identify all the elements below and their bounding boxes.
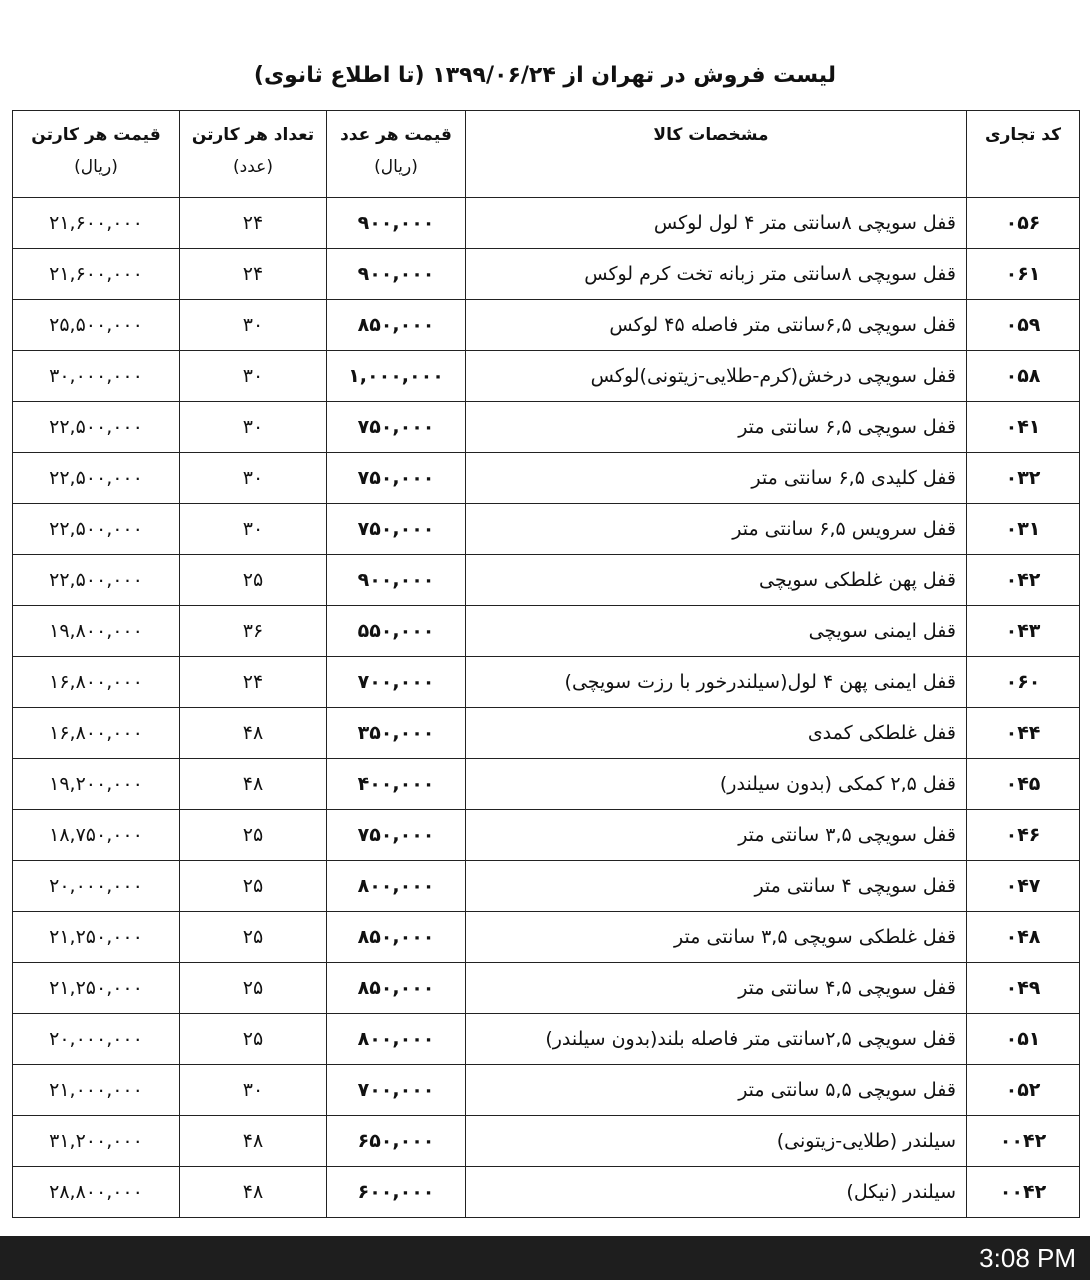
table-row bbox=[13, 351, 1080, 402]
cell-code: ۰۵۱ bbox=[967, 1014, 1080, 1065]
cell-qty: ۴۸ bbox=[180, 1167, 327, 1218]
cell-unit-price: ۷۵۰,۰۰۰ bbox=[327, 504, 466, 555]
cell-code: ۰۴۴ bbox=[967, 708, 1080, 759]
status-bar bbox=[0, 1236, 1090, 1280]
cell-unit-price: ۸۵۰,۰۰۰ bbox=[327, 963, 466, 1014]
table-row bbox=[13, 708, 1080, 759]
cell-unit-price: ۱,۰۰۰,۰۰۰ bbox=[327, 351, 466, 402]
cell-qty: ۲۴ bbox=[180, 198, 327, 249]
cell-description: قفل غلطکی کمدی bbox=[466, 708, 967, 759]
cell-unit-price: ۹۰۰,۰۰۰ bbox=[327, 198, 466, 249]
header-unit-price: قیمت هر عدد (ریال) bbox=[327, 111, 466, 198]
cell-qty: ۲۴ bbox=[180, 249, 327, 300]
cell-qty: ۲۵ bbox=[180, 861, 327, 912]
cell-qty: ۳۰ bbox=[180, 402, 327, 453]
cell-code: ۰۰۴۲ bbox=[967, 1116, 1080, 1167]
cell-description: قفل کلیدی ۶,۵ سانتی متر bbox=[466, 453, 967, 504]
price-table bbox=[12, 110, 1080, 1218]
cell-qty: ۳۶ bbox=[180, 606, 327, 657]
cell-code: ۰۴۷ bbox=[967, 861, 1080, 912]
table-row bbox=[13, 657, 1080, 708]
cell-code: ۰۴۸ bbox=[967, 912, 1080, 963]
cell-code: ۰۳۱ bbox=[967, 504, 1080, 555]
cell-description: قفل سویچی ۶,۵سانتی متر فاصله ۴۵ لوکس bbox=[466, 300, 967, 351]
cell-qty: ۴۸ bbox=[180, 708, 327, 759]
cell-unit-price: ۹۰۰,۰۰۰ bbox=[327, 249, 466, 300]
cell-description: سیلندر (طلایی-زیتونی) bbox=[466, 1116, 967, 1167]
table-row bbox=[13, 453, 1080, 504]
cell-description: قفل ۲,۵ کمکی (بدون سیلندر) bbox=[466, 759, 967, 810]
cell-description: قفل ایمنی پهن ۴ لول(سیلندرخور با رزت سویچی) bbox=[466, 657, 967, 708]
cell-qty: ۴۸ bbox=[180, 1116, 327, 1167]
table-row bbox=[13, 300, 1080, 351]
cell-qty: ۲۵ bbox=[180, 810, 327, 861]
cell-code: ۰۶۰ bbox=[967, 657, 1080, 708]
table-row bbox=[13, 861, 1080, 912]
cell-carton-price: ۲۵,۵۰۰,۰۰۰ bbox=[13, 300, 180, 351]
cell-carton-price: ۱۹,۸۰۰,۰۰۰ bbox=[13, 606, 180, 657]
cell-unit-price: ۸۰۰,۰۰۰ bbox=[327, 1014, 466, 1065]
table-row bbox=[13, 810, 1080, 861]
cell-carton-price: ۱۸,۷۵۰,۰۰۰ bbox=[13, 810, 180, 861]
header-carton-price: قیمت هر کارتن (ریال) bbox=[13, 111, 180, 198]
cell-qty: ۳۰ bbox=[180, 453, 327, 504]
cell-unit-price: ۶۰۰,۰۰۰ bbox=[327, 1167, 466, 1218]
cell-qty: ۳۰ bbox=[180, 1065, 327, 1116]
cell-code: ۰۴۳ bbox=[967, 606, 1080, 657]
cell-description: قفل سویچی ۲,۵سانتی متر فاصله بلند(بدون سیلندر) bbox=[466, 1014, 967, 1065]
cell-qty: ۲۵ bbox=[180, 912, 327, 963]
cell-qty: ۲۵ bbox=[180, 1014, 327, 1065]
cell-carton-price: ۲۱,۶۰۰,۰۰۰ bbox=[13, 249, 180, 300]
table-row bbox=[13, 1116, 1080, 1167]
cell-unit-price: ۷۰۰,۰۰۰ bbox=[327, 657, 466, 708]
cell-unit-price: ۵۵۰,۰۰۰ bbox=[327, 606, 466, 657]
table-row bbox=[13, 555, 1080, 606]
status-time: 3:08 PM bbox=[979, 1243, 1076, 1273]
table-row bbox=[13, 759, 1080, 810]
table-row bbox=[13, 1065, 1080, 1116]
cell-unit-price: ۷۵۰,۰۰۰ bbox=[327, 402, 466, 453]
table-row bbox=[13, 402, 1080, 453]
cell-carton-price: ۲۲,۵۰۰,۰۰۰ bbox=[13, 555, 180, 606]
cell-unit-price: ۷۵۰,۰۰۰ bbox=[327, 453, 466, 504]
cell-carton-price: ۱۶,۸۰۰,۰۰۰ bbox=[13, 708, 180, 759]
cell-code: ۰۴۲ bbox=[967, 555, 1080, 606]
header-code: کد تجاری bbox=[967, 111, 1080, 198]
table-header-row bbox=[13, 111, 1080, 198]
cell-carton-price: ۲۲,۵۰۰,۰۰۰ bbox=[13, 504, 180, 555]
table-row bbox=[13, 606, 1080, 657]
cell-description: قفل سویچی درخش(کرم-طلایی-زیتونی)لوکس bbox=[466, 351, 967, 402]
cell-code: ۰۰۴۲ bbox=[967, 1167, 1080, 1218]
cell-qty: ۳۰ bbox=[180, 300, 327, 351]
cell-code: ۰۶۱ bbox=[967, 249, 1080, 300]
cell-description: قفل سویچی ۴,۵ سانتی متر bbox=[466, 963, 967, 1014]
cell-description: قفل سویچی ۳,۵ سانتی متر bbox=[466, 810, 967, 861]
cell-description: قفل سرویس ۶,۵ سانتی متر bbox=[466, 504, 967, 555]
cell-code: ۰۵۲ bbox=[967, 1065, 1080, 1116]
cell-description: قفل غلطکی سویچی ۳,۵ سانتی متر bbox=[466, 912, 967, 963]
cell-unit-price: ۸۵۰,۰۰۰ bbox=[327, 300, 466, 351]
cell-unit-price: ۴۰۰,۰۰۰ bbox=[327, 759, 466, 810]
cell-unit-price: ۳۵۰,۰۰۰ bbox=[327, 708, 466, 759]
cell-unit-price: ۹۰۰,۰۰۰ bbox=[327, 555, 466, 606]
cell-description: قفل سویچی ۸سانتی متر زبانه تخت کرم لوکس bbox=[466, 249, 967, 300]
cell-carton-price: ۲۰,۰۰۰,۰۰۰ bbox=[13, 861, 180, 912]
cell-unit-price: ۸۰۰,۰۰۰ bbox=[327, 861, 466, 912]
cell-code: ۰۵۶ bbox=[967, 198, 1080, 249]
cell-code: ۰۴۱ bbox=[967, 402, 1080, 453]
cell-carton-price: ۲۰,۰۰۰,۰۰۰ bbox=[13, 1014, 180, 1065]
cell-carton-price: ۱۶,۸۰۰,۰۰۰ bbox=[13, 657, 180, 708]
cell-code: ۰۵۸ bbox=[967, 351, 1080, 402]
cell-code: ۰۵۹ bbox=[967, 300, 1080, 351]
cell-description: سیلندر (نیکل) bbox=[466, 1167, 967, 1218]
cell-description: قفل سویچی ۴ سانتی متر bbox=[466, 861, 967, 912]
cell-unit-price: ۷۵۰,۰۰۰ bbox=[327, 810, 466, 861]
cell-carton-price: ۲۱,۶۰۰,۰۰۰ bbox=[13, 198, 180, 249]
cell-description: قفل سویچی ۸سانتی متر ۴ لول لوکس bbox=[466, 198, 967, 249]
header-description: مشخصات کالا bbox=[466, 111, 967, 198]
table-row bbox=[13, 963, 1080, 1014]
cell-qty: ۲۵ bbox=[180, 555, 327, 606]
cell-code: ۰۴۵ bbox=[967, 759, 1080, 810]
cell-code: ۰۴۶ bbox=[967, 810, 1080, 861]
cell-qty: ۲۵ bbox=[180, 963, 327, 1014]
cell-carton-price: ۲۱,۰۰۰,۰۰۰ bbox=[13, 1065, 180, 1116]
cell-code: ۰۴۹ bbox=[967, 963, 1080, 1014]
cell-carton-price: ۲۲,۵۰۰,۰۰۰ bbox=[13, 453, 180, 504]
cell-unit-price: ۶۵۰,۰۰۰ bbox=[327, 1116, 466, 1167]
cell-qty: ۲۴ bbox=[180, 657, 327, 708]
cell-qty: ۴۸ bbox=[180, 759, 327, 810]
table-row bbox=[13, 1167, 1080, 1218]
cell-unit-price: ۸۵۰,۰۰۰ bbox=[327, 912, 466, 963]
cell-qty: ۳۰ bbox=[180, 504, 327, 555]
cell-qty: ۳۰ bbox=[180, 351, 327, 402]
cell-carton-price: ۲۱,۲۵۰,۰۰۰ bbox=[13, 963, 180, 1014]
table-row bbox=[13, 249, 1080, 300]
cell-carton-price: ۲۲,۵۰۰,۰۰۰ bbox=[13, 402, 180, 453]
header-qty-per-carton: تعداد هر کارتن (عدد) bbox=[180, 111, 327, 198]
table-row bbox=[13, 198, 1080, 249]
table-row bbox=[13, 912, 1080, 963]
cell-carton-price: ۲۱,۲۵۰,۰۰۰ bbox=[13, 912, 180, 963]
cell-description: قفل سویچی ۵,۵ سانتی متر bbox=[466, 1065, 967, 1116]
cell-description: قفل سویچی ۶,۵ سانتی متر bbox=[466, 402, 967, 453]
cell-carton-price: ۳۱,۲۰۰,۰۰۰ bbox=[13, 1116, 180, 1167]
table-row bbox=[13, 504, 1080, 555]
cell-description: قفل پهن غلطکی سویچی bbox=[466, 555, 967, 606]
cell-carton-price: ۳۰,۰۰۰,۰۰۰ bbox=[13, 351, 180, 402]
cell-description: قفل ایمنی سویچی bbox=[466, 606, 967, 657]
cell-carton-price: ۱۹,۲۰۰,۰۰۰ bbox=[13, 759, 180, 810]
page-title: لیست فروش در تهران از ۱۳۹۹/۰۶/۲۴ (تا اطلاع ثانوی) bbox=[253, 63, 837, 88]
cell-unit-price: ۷۰۰,۰۰۰ bbox=[327, 1065, 466, 1116]
cell-code: ۰۳۲ bbox=[967, 453, 1080, 504]
table-row bbox=[13, 1014, 1080, 1065]
cell-carton-price: ۲۸,۸۰۰,۰۰۰ bbox=[13, 1167, 180, 1218]
